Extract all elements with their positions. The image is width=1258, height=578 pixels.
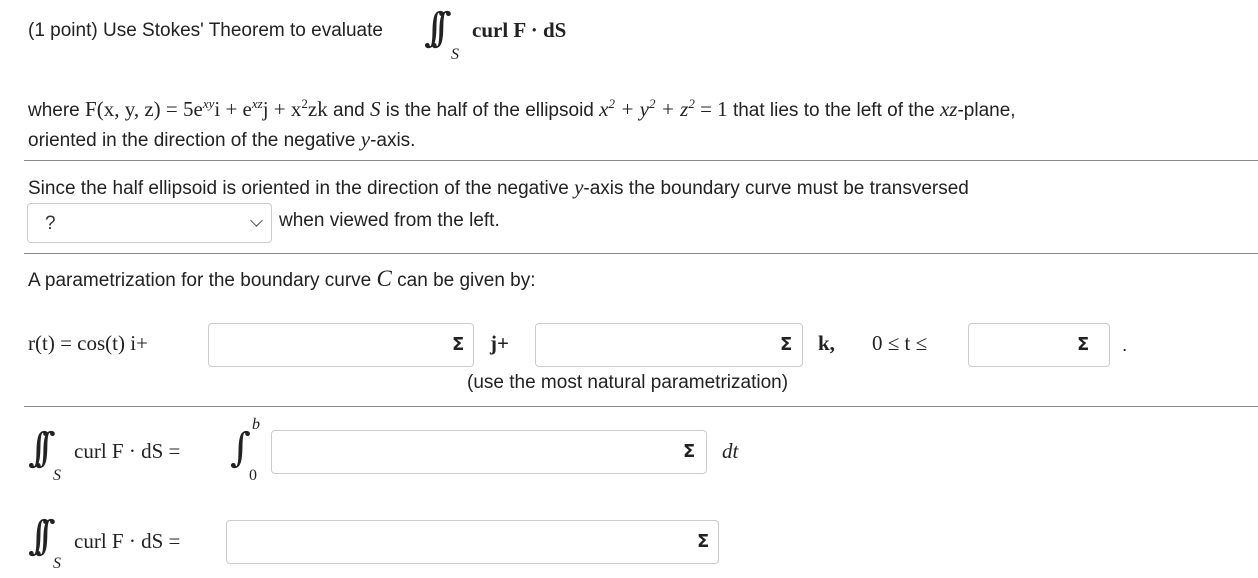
j-label: j+ <box>490 331 509 355</box>
surface-symbol: S <box>370 97 381 121</box>
and-text: and <box>333 100 365 121</box>
lies-text: that lies to the left of the <box>732 100 935 121</box>
orientation-line: oriented in the direction of the negative y-axis. <box>28 127 416 151</box>
integral-sign: ∫ <box>230 425 251 471</box>
sigma-icon[interactable]: Σ <box>1077 334 1090 355</box>
vector-field-formula: F(x, y, $z) = 5e^{xy}i + e^{xz}j + x^2zk$ <box>85 96 328 121</box>
where-label: where <box>28 100 80 121</box>
integral-lhs: curl F · dS = <box>74 439 181 463</box>
dt-label: dt <box>722 439 739 463</box>
k-label: k, <box>818 331 835 355</box>
after-select-text: when viewed from the left. <box>279 210 500 231</box>
field-definition-line <box>28 96 1016 122</box>
t-range-label: 0 ≤ t ≤ <box>872 331 928 355</box>
r-lhs: r(t) = cos(t) i+ <box>28 331 148 355</box>
divider-1 <box>24 160 1258 161</box>
sigma-icon[interactable]: Σ <box>697 531 710 552</box>
y-component-input[interactable] <box>208 323 474 367</box>
sigma-icon[interactable]: Σ <box>452 334 465 355</box>
period: . <box>1122 335 1128 356</box>
sigma-icon[interactable]: Σ <box>780 334 793 355</box>
direction-select-value: ? <box>45 213 56 234</box>
intro-text: (1 point) Use Stokes' Theorem to evaluate <box>28 20 383 41</box>
chevron-down-icon <box>250 214 263 227</box>
double-integral-sign: ∫∫ <box>28 425 42 471</box>
intro-integrand <box>472 18 566 43</box>
direction-select[interactable] <box>27 203 272 243</box>
surface-subscript: S <box>53 555 61 572</box>
ellipsoid-equation: $x^2 + y^2 + z^2 = 1$ <box>599 96 728 121</box>
double-integral-sign: ∫∫ <box>28 513 42 559</box>
surface-subscript: S <box>451 46 459 63</box>
z-component-input[interactable] <box>535 323 803 367</box>
sigma-icon[interactable]: Σ <box>683 441 696 462</box>
double-integral-sign: ∫∫ <box>424 5 438 51</box>
plane-variable: xz <box>939 97 958 121</box>
parametrization-prompt: A parametrization for the boundary curve C can be given by: <box>28 266 536 291</box>
divider-3 <box>24 406 1258 407</box>
final-answer-input[interactable] <box>226 520 719 564</box>
surface-subscript: S <box>53 467 61 484</box>
final-integral-lhs: curl F · dS = <box>74 529 181 553</box>
orientation-question: Since the half ellipsoid is oriented in the direction of the negative y-axis the boundary curve must be transversed <box>28 175 969 199</box>
integrand-input[interactable] <box>271 430 707 474</box>
divider-2 <box>24 253 1258 254</box>
lower-limit: 0 <box>249 467 257 484</box>
parametrization-hint: (use the most natural parametrization) <box>467 372 789 393</box>
plane-text: -plane, <box>957 100 1016 121</box>
intro-integrand-text: curl F · dS <box>472 18 567 42</box>
surface-description: is the half of the ellipsoid <box>385 100 594 121</box>
upper-limit: b <box>252 416 260 433</box>
